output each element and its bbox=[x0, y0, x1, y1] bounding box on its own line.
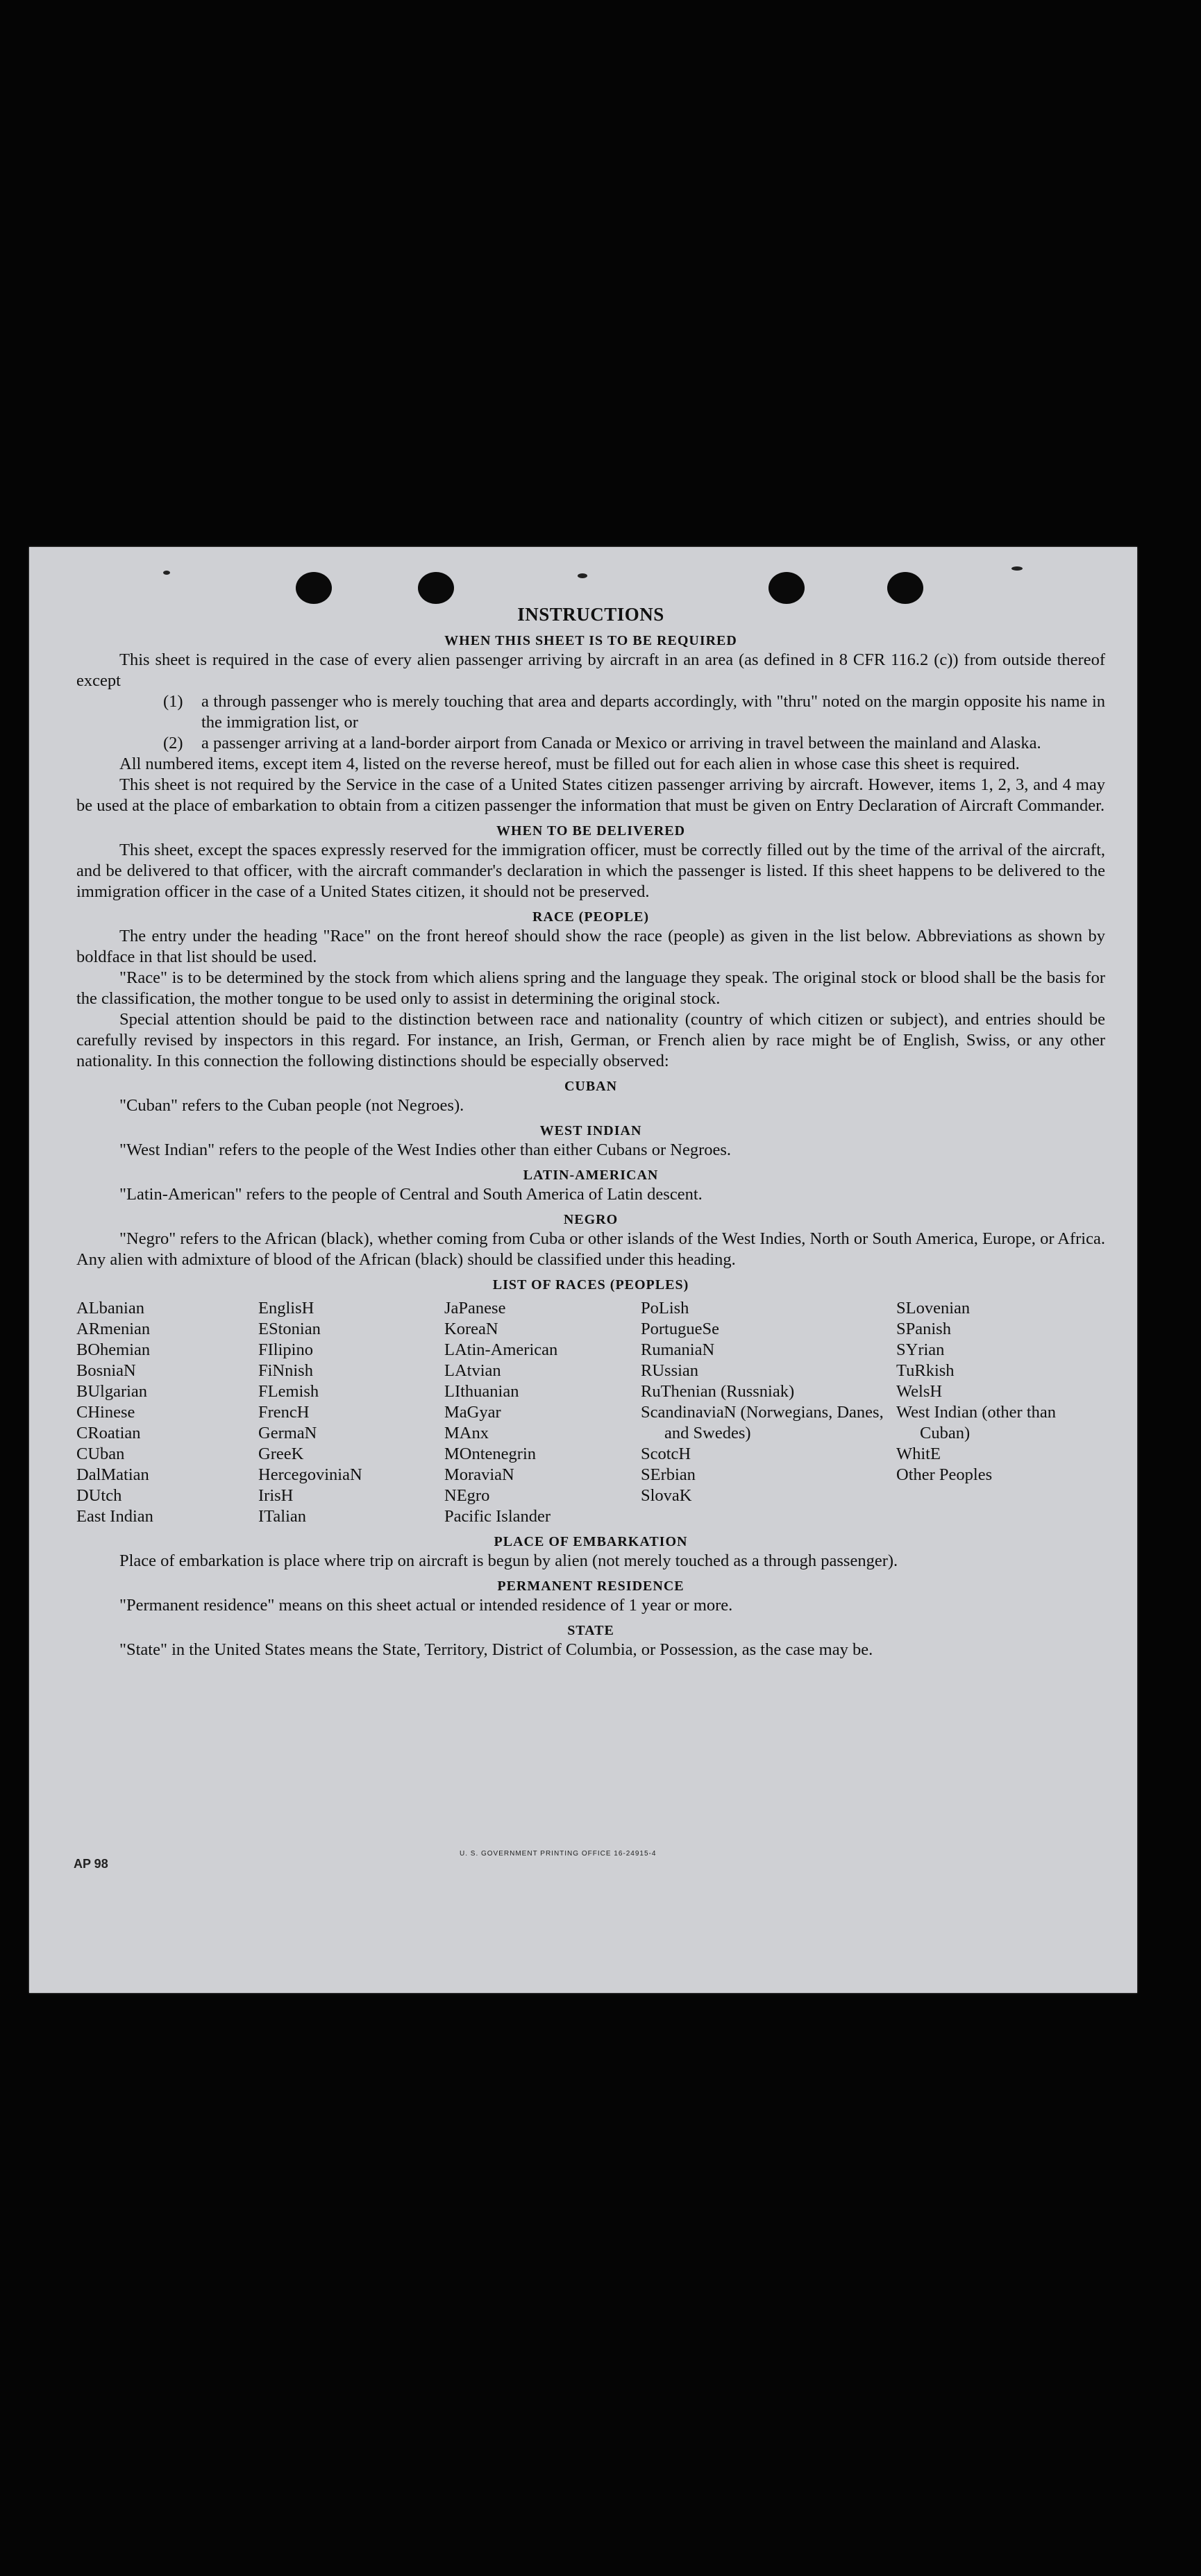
race-entry: SPanish bbox=[896, 1320, 951, 1338]
race-entry: Other Peoples bbox=[896, 1465, 993, 1484]
paragraph-negro: "Negro" refers to the African (black), whether coming from Cuba or other islands of the West Indies, North or South America, Europe, or Africa. Any alien with admixture of blood of the African (black) should be classified under this heading. bbox=[76, 1229, 1105, 1269]
race-entry: WhitE bbox=[896, 1445, 941, 1463]
race-entry: MaGyar bbox=[444, 1403, 501, 1422]
paragraph-state: "State" in the United States means the State, Territory, District of Columbia, or Possession, as the case may be. bbox=[119, 1640, 873, 1659]
race-entry: MOntenegrin bbox=[444, 1445, 536, 1463]
races-column-4 bbox=[641, 1298, 896, 1527]
race-entry: ARmenian bbox=[76, 1320, 151, 1338]
race-entry: West Indian (other than Cuban) bbox=[896, 1403, 1057, 1442]
race-entry: MAnx bbox=[444, 1424, 489, 1442]
form-code: AP 98 bbox=[74, 1857, 108, 1871]
paragraph-delivery: This sheet, except the spaces expressly reserved for the immigration officer, must be correctly filled out by the time of the arrival of the aircraft, and be delivered to that officer, with the aircraft commander's declaration in which the passenger is listed. If this sheet happens to be delivered to the immigration officer in the case of a United States citizen, it should not be preserved. bbox=[76, 841, 1105, 901]
race-entry: CHinese bbox=[76, 1403, 135, 1422]
race-entry: JaPanese bbox=[444, 1299, 506, 1318]
race-entry: SLovenian bbox=[896, 1299, 971, 1318]
ink-speck bbox=[163, 571, 170, 575]
punch-hole bbox=[296, 572, 332, 604]
races-table bbox=[76, 1298, 1105, 1527]
races-column-5 bbox=[896, 1298, 1105, 1527]
race-entry: FiNnish bbox=[258, 1361, 313, 1380]
paragraph-cuban: "Cuban" refers to the Cuban people (not Negroes). bbox=[119, 1096, 464, 1115]
paragraph-required-intro: This sheet is required in the case of every alien passenger arriving by aircraft in an area (as defined in 8 CFR 116.2 (c)) from outside thereof except bbox=[76, 650, 1105, 690]
item-number: (1) bbox=[163, 692, 183, 711]
race-entry: RumaniaN bbox=[641, 1340, 715, 1359]
paragraph-race-nationality: Special attention should be paid to the distinction between race and nationality (country of which citizen or subject), and entries should be carefully revised by inspectors in this regard. For instance, an Irish, German, or French alien by race might be of English, Swiss, or any other nationality. In this connection the following distinctions should be especially observed: bbox=[76, 1010, 1105, 1070]
race-entry: FIlipino bbox=[258, 1340, 313, 1359]
race-entry: RuThenian (Russniak) bbox=[641, 1382, 795, 1401]
race-entry: East Indian bbox=[76, 1507, 153, 1526]
race-entry: IrisH bbox=[258, 1486, 294, 1505]
race-entry: BUlgarian bbox=[76, 1382, 148, 1401]
race-entry: ALbanian bbox=[76, 1299, 144, 1318]
races-column-3 bbox=[444, 1298, 641, 1527]
race-entry: LIthuanian bbox=[444, 1382, 519, 1401]
paragraph-race-entry: The entry under the heading "Race" on the front hereof should show the race (people) as given in the list below. Abbreviations as shown by boldface in that list should be used. bbox=[76, 927, 1105, 966]
list-item bbox=[76, 691, 1105, 733]
race-entry: Pacific Islander bbox=[444, 1507, 551, 1526]
race-entry: BOhemian bbox=[76, 1340, 151, 1359]
heading-when-required: WHEN THIS SHEET IS TO BE REQUIRED bbox=[444, 633, 737, 648]
race-entry: ScotcH bbox=[641, 1445, 691, 1463]
race-entry: PoLish bbox=[641, 1299, 689, 1318]
race-entry: TuRkish bbox=[896, 1361, 955, 1380]
race-entry: MoraviaN bbox=[444, 1465, 514, 1484]
race-entry: BosniaN bbox=[76, 1361, 136, 1380]
race-entry: GermaN bbox=[258, 1424, 317, 1442]
races-column-1 bbox=[76, 1298, 258, 1527]
heading-race: RACE (PEOPLE) bbox=[532, 909, 649, 925]
race-entry: PortugueSe bbox=[641, 1320, 719, 1338]
heading-cuban: CUBAN bbox=[564, 1079, 618, 1094]
heading-permanent-residence: PERMANENT RESIDENCE bbox=[497, 1579, 685, 1594]
paragraph-west-indian: "West Indian" refers to the people of the West Indies other than either Cubans or Negroes. bbox=[119, 1140, 732, 1159]
heading-negro: NEGRO bbox=[563, 1212, 619, 1227]
race-entry: EStonian bbox=[258, 1320, 321, 1338]
heading-west-indian: WEST INDIAN bbox=[539, 1123, 642, 1138]
ink-speck bbox=[578, 573, 587, 578]
item-text: a through passenger who is merely touching that area and departs accordingly, with "thru" noted on the margin opposite his name in the immigration list, or bbox=[201, 692, 1105, 732]
race-entry: SYrian bbox=[896, 1340, 945, 1359]
paragraph-permanent-residence: "Permanent residence" means on this sheet actual or intended residence of 1 year or more. bbox=[119, 1596, 733, 1615]
race-entry: SErbian bbox=[641, 1465, 696, 1484]
race-entry: LAtin-American bbox=[444, 1340, 558, 1359]
race-entry: ScandinaviaN (Norwegians, Danes, and Swedes) bbox=[641, 1403, 884, 1442]
race-entry: HercegoviniaN bbox=[258, 1465, 362, 1484]
race-entry: LAtvian bbox=[444, 1361, 501, 1380]
race-entry: SlovaK bbox=[641, 1486, 692, 1505]
race-entry: RUssian bbox=[641, 1361, 699, 1380]
page-title: INSTRUCTIONS bbox=[517, 604, 664, 625]
paragraph-race-definition: "Race" is to be determined by the stock from which aliens spring and the language they speak. The original stock or blood shall be the basis for the classification, the mother tongue to be used only to assist in determining the original stock. bbox=[76, 968, 1105, 1008]
paragraph-citizen-passenger: This sheet is not required by the Service in the case of a United States citizen passenger arriving by aircraft. However, items 1, 2, 3, and 4 may be used at the place of embarkation to obtain from a citizen passenger the information that must be given on Entry Declaration of Aircraft Commander. bbox=[76, 775, 1105, 815]
race-entry: ITalian bbox=[258, 1507, 307, 1526]
race-entry: DalMatian bbox=[76, 1465, 149, 1484]
heading-latin-american: LATIN-AMERICAN bbox=[523, 1168, 659, 1183]
item-text: a passenger arriving at a land-border airport from Canada or Mexico or arriving in travel between the mainland and Alaska. bbox=[201, 734, 1041, 752]
heading-embarkation: PLACE OF EMBARKATION bbox=[494, 1534, 688, 1549]
ink-speck bbox=[1011, 566, 1023, 571]
race-entry: FrencH bbox=[258, 1403, 310, 1422]
paragraph-latin-american: "Latin-American" refers to the people of Central and South America of Latin descent. bbox=[119, 1185, 703, 1204]
race-entry: EnglisH bbox=[258, 1299, 314, 1318]
race-entry: CUban bbox=[76, 1445, 125, 1463]
punch-hole bbox=[887, 572, 923, 604]
race-entry: GreeK bbox=[258, 1445, 304, 1463]
item-number: (2) bbox=[163, 734, 183, 752]
punch-hole bbox=[418, 572, 454, 604]
paragraph-embarkation: Place of embarkation is place where trip on aircraft is begun by alien (not merely touched as a through passenger). bbox=[119, 1551, 898, 1570]
race-entry: CRoatian bbox=[76, 1424, 141, 1442]
printing-office-line: U. S. GOVERNMENT PRINTING OFFICE 16-24915-4 bbox=[460, 1850, 657, 1858]
race-entry: KoreaN bbox=[444, 1320, 498, 1338]
heading-list-of-races: LIST OF RACES (PEOPLES) bbox=[492, 1277, 689, 1293]
race-entry: FLemish bbox=[258, 1382, 319, 1401]
race-entry: DUtch bbox=[76, 1486, 122, 1505]
document-page bbox=[29, 547, 1137, 1993]
instructions-body bbox=[76, 603, 1105, 1660]
punch-hole bbox=[769, 572, 805, 604]
heading-when-delivered: WHEN TO BE DELIVERED bbox=[496, 823, 686, 839]
heading-state: STATE bbox=[567, 1623, 614, 1638]
race-entry: NEgro bbox=[444, 1486, 490, 1505]
race-entry: WelsH bbox=[896, 1382, 943, 1401]
races-column-2 bbox=[258, 1298, 444, 1527]
paragraph-numbered-items: All numbered items, except item 4, listed on the reverse hereof, must be filled out for each alien in whose case this sheet is required. bbox=[119, 755, 1020, 773]
list-item bbox=[76, 733, 1105, 754]
